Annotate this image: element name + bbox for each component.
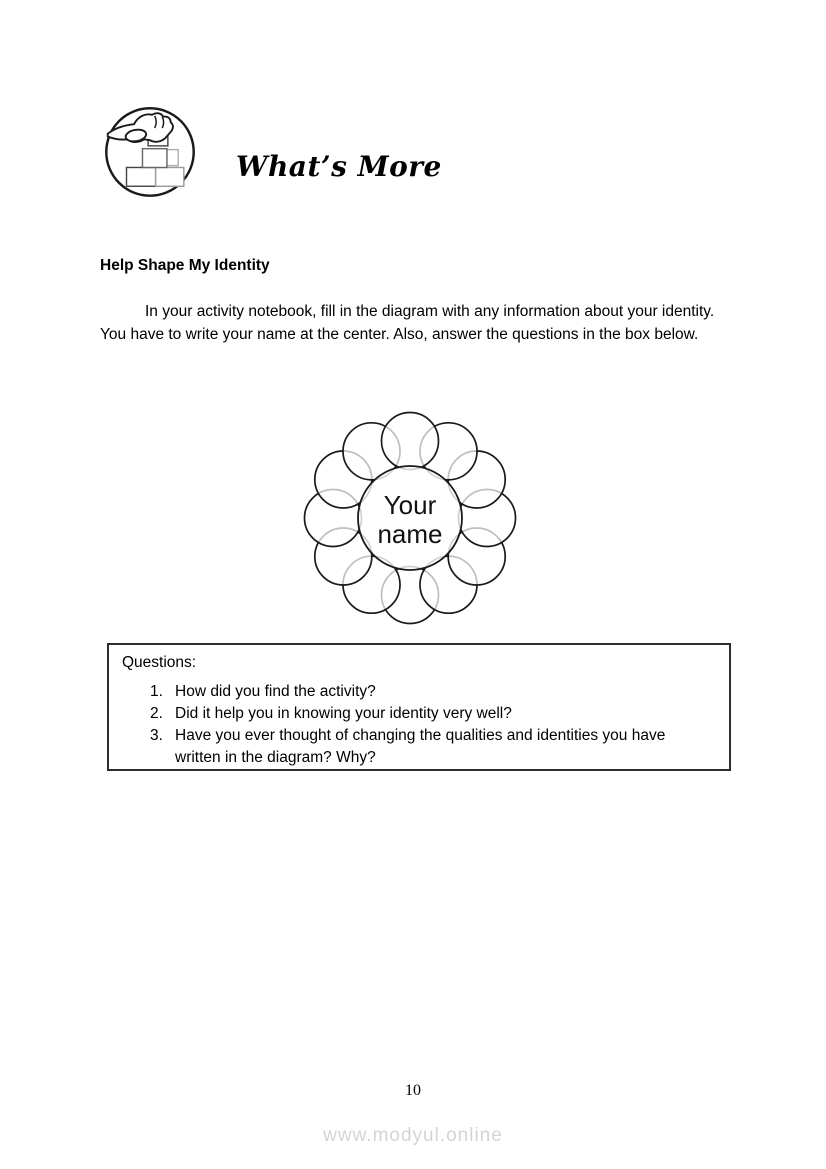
identity-diagram [295,403,525,633]
petal-circle [382,413,439,470]
questions-label: Questions: [122,654,197,671]
activity-instructions: In your activity notebook, fill in the diagram with any information about your identity. You have to write your name at the center. Also, answer the questions in the box below. [100,303,715,343]
question-item [150,725,715,769]
page-number: 10 [405,1082,421,1099]
hand-stacking-blocks-icon [103,104,197,199]
section-title: What’s More [236,150,442,183]
question-number: 1. [150,683,163,700]
question-text: Did it help you in knowing your identity very well? [175,705,512,722]
question-number: 2. [150,705,163,722]
watermark: www.modyul.online [323,1125,503,1146]
questions-box [107,643,731,771]
question-number: 3. [150,727,163,744]
question-item [150,703,715,725]
center-label-line1: Your [383,490,437,520]
activity-heading: Help Shape My Identity [100,257,270,274]
question-text: Have you ever thought of changing the qualities and identities you have written in the diagram? Why? [175,727,666,766]
question-item [150,681,715,703]
question-text: How did you find the activity? [175,683,376,700]
center-label-line2: name [377,519,443,549]
